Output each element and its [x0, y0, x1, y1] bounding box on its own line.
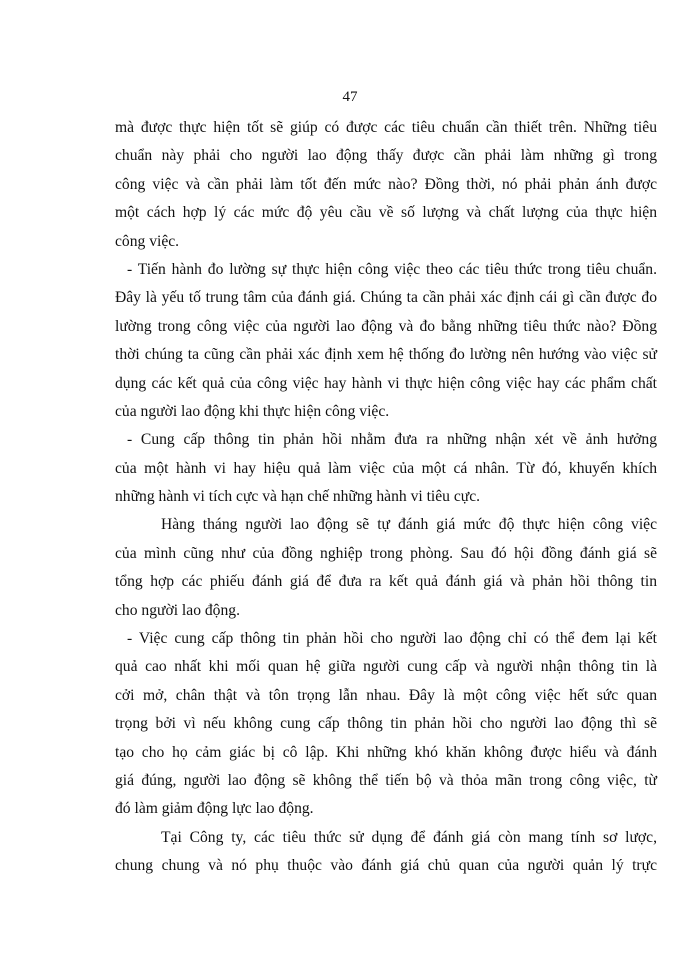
text-line: giá đúng, người lao động sẽ không thể tiến bộ và thỏa mãn trong công việc, từ [115, 771, 657, 789]
bullet-paragraph [115, 426, 657, 511]
paragraph [115, 511, 657, 625]
text-line: Tại Công ty, các tiêu thức sử dụng để đánh giá còn mang tính sơ lược, [161, 828, 657, 846]
page-number: 47 [342, 89, 358, 105]
text-line: của một hành vi hay hiệu quả làm việc của một cá nhân. Từ đó, khuyến khích [115, 459, 657, 477]
text-line: những hành vi tích cực và hạn chế những hành vi tiêu cực. [115, 488, 481, 506]
text-line: quả cao nhất khi mối quan hệ giữa người cung cấp và người nhận thông tin là [115, 658, 657, 676]
paragraph [115, 824, 657, 881]
text-line: dụng các kết quả của công việc hay hành vi thực hiện công việc hay các phẩm chất [115, 374, 657, 392]
text-line: thời chúng ta cũng cần phải xác định xem hệ thống đo lường nên hướng vào việc sử [115, 346, 657, 364]
paragraph [115, 114, 657, 256]
text-line: tạo cho họ cảm giác bị cô lập. Khi những khó khăn không được hiểu và đánh [115, 743, 657, 761]
bullet-paragraph [115, 625, 657, 824]
text-line: của người lao động khi thực hiện công việc. [115, 402, 390, 420]
text-line: - Cung cấp thông tin phản hồi nhằm đưa ra những nhận xét về ảnh hưởng [127, 431, 657, 449]
text-line: công việc. [115, 232, 180, 250]
text-line: tổng hợp các phiếu đánh giá để đưa ra kết quả đánh giá và phản hồi thông tin [115, 573, 657, 591]
text-line: Đây là yếu tố trung tâm của đánh giá. Chúng ta cần phải xác định cái gì cần được đo [115, 289, 657, 307]
text-line: một cách hợp lý các mức độ yêu cầu về số lượng và chất lượng của thực hiện [115, 204, 657, 222]
text-line: mà được thực hiện tốt sẽ giúp có được các tiêu chuẩn cần thiết trên. Những tiêu [115, 119, 657, 136]
bullet-paragraph [115, 256, 657, 426]
text-line: công việc và cần phải làm tốt đến mức nào? Đồng thời, nó phải phản ánh được [115, 175, 657, 193]
text-line: cho người lao động. [115, 601, 240, 619]
text-line: chung chung và nó phụ thuộc vào đánh giá chủ quan của người quản lý trực [115, 857, 657, 875]
text-line: đó làm giảm động lực lao động. [115, 800, 314, 818]
text-line: của mình cũng như của đồng nghiệp trong phòng. Sau đó hội đồng đánh giá sẽ [115, 544, 657, 562]
text-line: - Tiến hành đo lường sự thực hiện công việc theo các tiêu thức trong tiêu chuẩn. [127, 260, 657, 278]
text-line: cởi mở, chân thật và tôn trọng lẫn nhau. Đây là một công việc hết sức quan [115, 686, 657, 704]
text-line: lường trong công việc của người lao động và đo bằng những tiêu thức nào? Đồng [115, 317, 657, 335]
body-text [115, 114, 657, 881]
text-line: chuẩn này phải cho người lao động thấy được cần phải làm những gì trong [115, 147, 657, 165]
text-line: - Việc cung cấp thông tin phản hồi cho người lao động chỉ có thể đem lại kết [127, 630, 657, 648]
text-line: trọng bởi vì nếu không cung cấp thông tin phản hồi cho người lao động thì sẽ [115, 715, 657, 733]
text-line: Hàng tháng người lao động sẽ tự đánh giá mức độ thực hiện công việc [161, 516, 657, 534]
